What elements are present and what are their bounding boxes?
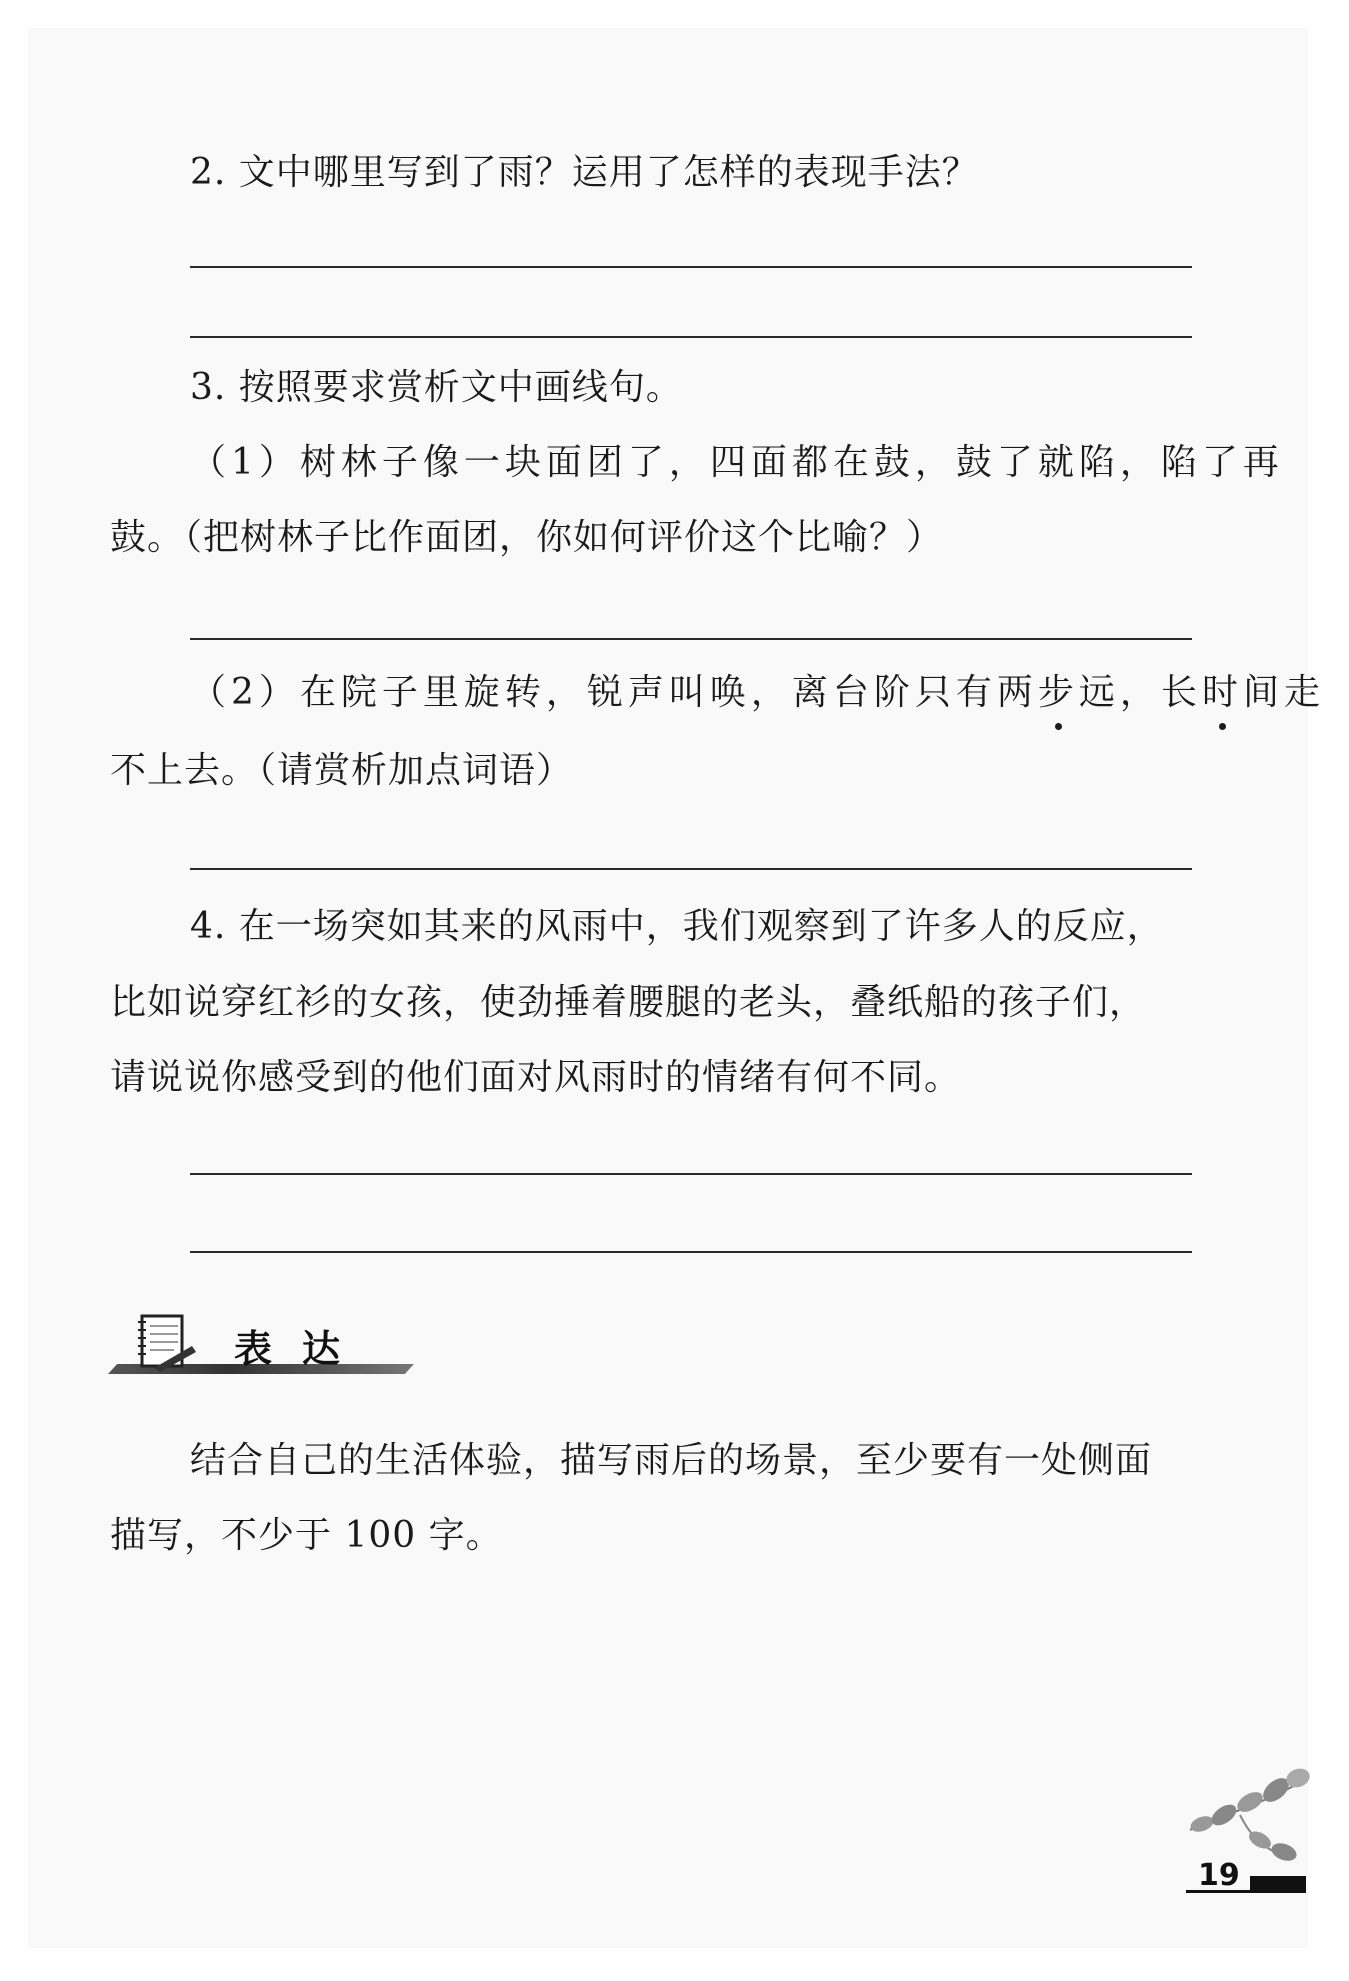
notebook-pen-icon	[134, 1310, 196, 1372]
writing-task-line-1: 结合自己的生活体验，描写雨后的场景，至少要有一处侧面	[190, 1440, 1153, 1481]
question-3: 3. 按照要求赏析文中画线句。	[190, 367, 683, 408]
section-title: 表达	[234, 1327, 371, 1371]
question-4-line-2: 比如说穿红衫的女孩，使劲捶着腰腿的老头，叠纸船的孩子们，	[110, 982, 1147, 1023]
question-3-1-line-1: （1）树林子像一块面团了，四面都在鼓，鼓了就陷，陷了再	[190, 442, 1284, 483]
emphasis-word: 长时间	[1161, 670, 1284, 716]
question-3-2-line-2: 不上去。（请赏析加点词语）	[110, 750, 574, 791]
answer-line[interactable]	[190, 868, 1192, 870]
writing-task-line-2: 描写，不少于 100 字。	[110, 1515, 503, 1556]
question-4-line-3: 请说说你感受到的他们面对风雨时的情绪有何不同。	[110, 1057, 962, 1098]
answer-line[interactable]	[190, 638, 1192, 640]
question-2: 2. 文中哪里写到了雨？运用了怎样的表现手法？	[190, 152, 979, 193]
leaf-branch-icon	[1180, 1760, 1310, 1870]
question-3-2-text-end: 走	[1283, 672, 1325, 713]
comma: ，	[1119, 672, 1161, 713]
emphasis-word: 两步远	[997, 670, 1120, 716]
answer-line[interactable]	[190, 1173, 1192, 1175]
question-3-2-line-1	[190, 670, 1325, 716]
section-header	[108, 1318, 418, 1378]
page-number-bar	[1250, 1876, 1306, 1890]
answer-line[interactable]	[190, 266, 1192, 268]
answer-line[interactable]	[190, 336, 1192, 338]
page-number: 19	[1198, 1858, 1240, 1893]
answer-line[interactable]	[190, 1251, 1192, 1253]
question-3-2-text: （2）在院子里旋转，锐声叫唤，离台阶只有	[190, 672, 997, 713]
question-3-1-line-2: 鼓。（把树林子比作面团，你如何评价这个比喻？）	[110, 517, 944, 558]
question-4-line-1: 4. 在一场突如其来的风雨中，我们观察到了许多人的反应，	[190, 906, 1164, 947]
